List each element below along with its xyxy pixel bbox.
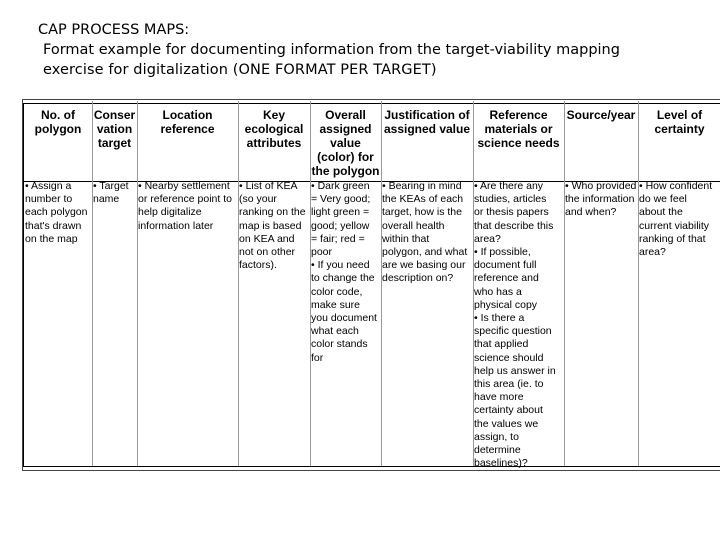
cell-line: that's drawn [25, 219, 82, 232]
cell-polygon-number [25, 180, 97, 246]
cell-line: = Very good; [311, 193, 371, 206]
cell-line: document full [474, 259, 537, 272]
column-divider [137, 101, 138, 466]
cell-line: on the map [25, 232, 78, 245]
cell-reference-materials [474, 180, 569, 470]
cell-line: each polygon [25, 206, 88, 219]
cell-line: specific question [474, 325, 552, 338]
cell-line: ranking of that [639, 232, 706, 245]
cell-line: • Assign a [25, 180, 72, 192]
cell-line: and when? [565, 206, 617, 219]
cell-line: map is based [239, 219, 302, 232]
cell-line: target, how is the [382, 206, 462, 219]
cell-line: that describe this [474, 219, 554, 232]
header-overall-assigned-value [310, 108, 381, 178]
cell-line: assign, to [474, 430, 519, 443]
cell-line: the values we [474, 417, 539, 430]
cell-line: certainty about [474, 404, 543, 417]
header-line: target [97, 136, 132, 150]
cell-line: = fair; red = [311, 232, 365, 245]
cell-line: studies, articles [474, 193, 547, 206]
cell-line: that applied [474, 338, 529, 351]
header-location-reference [137, 108, 238, 136]
title-line-2: Format example for documenting information from the target-viability mapping [43, 42, 620, 58]
header-line: (color) for [317, 150, 374, 164]
cell-line: light green = [311, 206, 370, 219]
cap-format-table [23, 103, 720, 470]
header-line: Location [162, 108, 213, 122]
header-line: assigned value [383, 122, 471, 136]
cell-line: • If you need [311, 259, 370, 272]
cell-line: what each [311, 325, 359, 338]
cell-line: factors). [239, 259, 277, 272]
cell-line: about the [639, 206, 683, 219]
cell-line: this area (ie. to [474, 378, 544, 391]
title-line-3: exercise for digitalization (ONE FORMAT PER TARGET) [43, 62, 437, 78]
cell-line: • Bearing in mind [382, 180, 462, 192]
title-line-1: CAP PROCESS MAPS: [38, 22, 190, 38]
cell-line: number to [25, 193, 73, 206]
cell-level-of-certainty [639, 180, 720, 259]
cell-key-ecological-attributes [239, 180, 315, 272]
header-line: Justification of [384, 108, 470, 122]
header-line: Level of [656, 108, 703, 122]
column-divider [638, 101, 639, 466]
header-line: materials or [484, 122, 553, 136]
cell-line: • Nearby settlement [138, 180, 230, 192]
header-level-of-certainty [638, 108, 720, 136]
cell-line: overall health [382, 219, 445, 232]
header-line: polygon [34, 122, 82, 136]
cell-line: current viability [639, 219, 710, 232]
cell-line: do we feel [639, 193, 687, 206]
cell-line: baselines)? [474, 457, 528, 470]
header-line: Overall [325, 108, 366, 122]
cell-line: color stands [311, 338, 368, 351]
header-justification [381, 108, 473, 136]
cell-line: polygon, and what [382, 246, 468, 259]
cell-source-year [565, 180, 643, 220]
cell-line: on KEA and [239, 232, 295, 245]
header-line: value [330, 136, 361, 150]
cell-line: information later [138, 219, 214, 232]
cell-line: • Dark green [311, 180, 370, 192]
cell-line: the KEAs of each [382, 193, 464, 206]
cell-line: • If possible, [474, 246, 531, 259]
cell-line: to change the [311, 272, 375, 285]
column-divider [238, 101, 239, 466]
header-reference-materials [473, 108, 564, 150]
cell-conservation-target [93, 180, 142, 206]
cell-line: • Are there any [474, 180, 544, 192]
cell-overall-assigned-value [311, 180, 386, 365]
header-line: reference [160, 122, 215, 136]
cell-line: determine [474, 444, 521, 457]
page-title [38, 20, 708, 80]
cell-line: good; yellow [311, 219, 370, 232]
cell-line: within that [382, 232, 430, 245]
cell-location-reference [138, 180, 243, 233]
cell-line: • Is there a [474, 312, 525, 325]
cell-line: have more [474, 391, 524, 404]
cell-line: physical copy [474, 298, 538, 311]
cell-line: or thesis papers [474, 206, 549, 219]
cell-line: you document [311, 312, 377, 325]
header-line: attributes [246, 136, 302, 150]
header-source-year [564, 108, 638, 122]
cell-line: ranking on the [239, 206, 306, 219]
cell-line: color code, [311, 285, 363, 298]
cell-line: • Who provided [565, 180, 637, 192]
cell-line: for [311, 351, 324, 364]
cell-justification [382, 180, 478, 286]
header-line: Key [262, 108, 285, 122]
cell-line: make sure [311, 298, 361, 311]
cell-line: (so your [239, 193, 277, 206]
column-divider [92, 101, 93, 466]
cell-line: science should [474, 351, 544, 364]
cell-line: not on other [239, 246, 296, 259]
header-line: Source/year [566, 108, 636, 122]
header-polygon-number [24, 108, 92, 136]
header-line: No. of [41, 108, 75, 122]
header-line: vation [96, 122, 133, 136]
cell-line: reference and [474, 272, 539, 285]
header-line: Reference [489, 108, 548, 122]
cell-line: or reference point to [138, 193, 232, 206]
cell-line: description on? [382, 272, 454, 285]
cell-line: • List of KEA [239, 180, 298, 192]
header-line: science needs [477, 136, 560, 150]
header-line: the polygon [311, 164, 380, 178]
cell-line: who has a [474, 285, 522, 298]
cell-line: poor [311, 246, 333, 259]
header-line: certainty [654, 122, 705, 136]
cell-line: • How confident [639, 180, 713, 192]
cell-line: name [93, 193, 120, 206]
cell-line: • Target [93, 180, 129, 192]
cell-line: area? [474, 232, 501, 245]
header-conservation-target [92, 108, 137, 150]
cell-line: the information [565, 193, 635, 206]
cell-line: help us answer in [474, 364, 556, 377]
header-line: ecological [244, 122, 304, 136]
header-line: Conser [93, 108, 136, 122]
cell-line: help digitalize [138, 206, 202, 219]
header-line: assigned [319, 122, 372, 136]
cell-line: area? [639, 246, 666, 259]
header-key-ecological-attributes [238, 108, 310, 150]
cell-line: are we basing our [382, 259, 466, 272]
